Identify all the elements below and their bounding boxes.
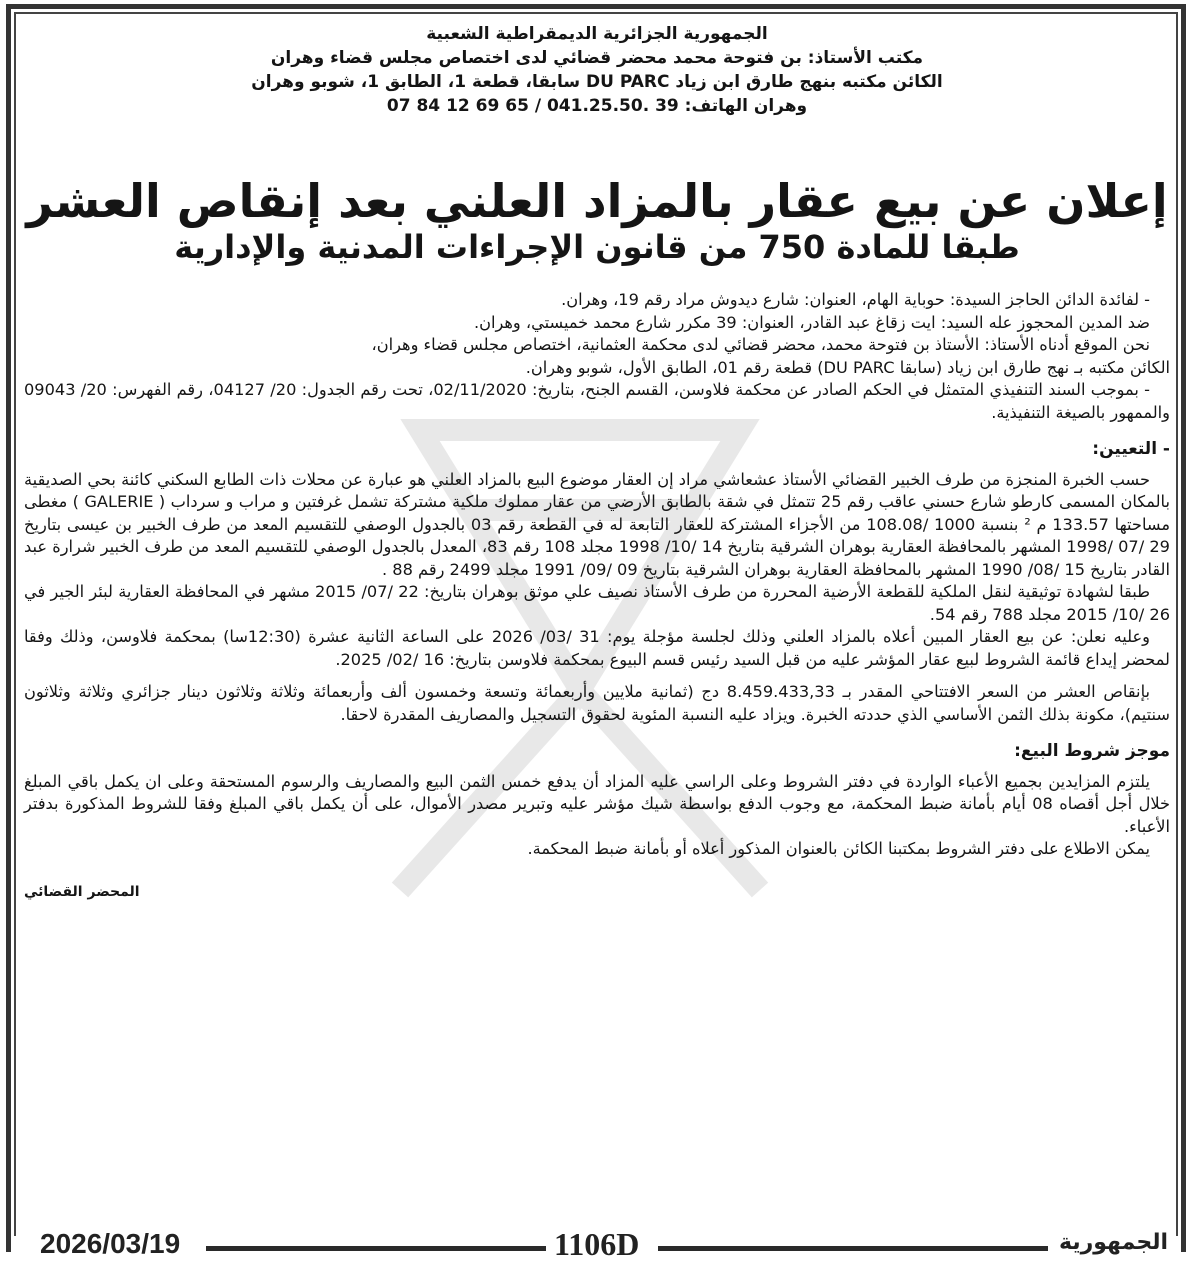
page-footer [6, 1226, 1186, 1266]
bailiff-line-1: نحن الموقع أدناه الأستاذ: الأستاذ بن فتوحة محمد، محضر قضائي لدى محكمة العثمانية، اختصاص مجلس قضاء وهران، [371, 335, 1150, 354]
bailiff-line-2: الكائن مكتبه بـ نهج طارق ابن زياد (سابقا DU PARC) قطعة رقم 01، الطابق الأول، شوبو وهران. [525, 357, 1170, 377]
ad-code: 1106D [554, 1226, 640, 1262]
signature: المحضر القضائي [24, 883, 140, 900]
creditor-line: - لفائدة الدائن الحاجز السيدة: حوباية الهام، العنوان: شارع ديدوش مراد رقم 19، وهران. [561, 290, 1150, 309]
republic-name: الجمهورية الجزائرية الديمقراطية الشعبية [426, 24, 768, 44]
office-header [24, 22, 1170, 118]
office-name: مكتب الأستاذ: بن فتوحة محمد محضر قضائي لدى اختصاص مجلس قضاء وهران [270, 48, 924, 68]
conditions-paragraph-2: يمكن الاطلاع على دفتر الشروط بمكتبنا الكائن بالعنوان المذكور أعلاه أو بأمانة ضبط المحكمة. [527, 839, 1150, 858]
publication-date: 2026/03/19 [40, 1228, 181, 1259]
title-main: إعلان عن بيع عقار بالمزاد العلني بعد إنقاص العشر [26, 174, 1168, 228]
notice-title [24, 173, 1170, 267]
office-address: الكائن مكتبه بنهج طارق ابن زياد DU PARC سابقا، قطعة 1، الطابق 1، شوبو وهران [251, 72, 943, 92]
writ-paragraph: - بموجب السند التنفيذي المتمثل في الحكم الصادر عن محكمة فلاوسن، القسم الجنح، بتاريخ: 02/11/2020، تحت رقم الجدول: 20/ 04127، رقم الفهرس: 20/ 09043 والممهور بالصيغة التنفيذية. [24, 380, 1170, 422]
footer-rule-right [658, 1246, 1048, 1251]
notice-body [24, 289, 1170, 903]
newspaper-logo: الجمهورية [1059, 1230, 1168, 1255]
designation-paragraph-3: وعليه نعلن: عن بيع العقار المبين أعلاه بالمزاد العلني وذلك لجلسة مؤجلة يوم: 31 /03/ 2026 على الساعة الثانية عشرة (12:30سا) بمحكمة فلاوسن، وذلك وفقا لمحضر إيداع قائمة الشروط لبيع عقار المؤشر عليه من قبل السيد رئيس قسم البيوع بمحكمة فلاوسن بتاريخ: 16 /02/ 2025. [24, 627, 1170, 669]
office-phone: وهران الهاتف: 39 .041.25.50 / 65 69 12 84 07 [386, 96, 808, 116]
title-sub: طبقا للمادة 750 من قانون الإجراءات المدنية والإدارية [174, 228, 1020, 266]
designation-heading: - التعيين: [1092, 439, 1170, 459]
designation-paragraph-2: طبقا لشهادة توثيقية لنقل الملكية للقطعة الأرضية المحررة من طرف الأستاذ نصيف علي موثق بوهران بتاريخ: 22 /07/ 2015 مشهر في المحافظة العقارية لبئر الجير في 26 /10/ 2015 مجلد 788 رقم 54. [24, 582, 1170, 624]
conditions-heading: موجز شروط البيع: [1014, 741, 1170, 761]
designation-paragraph-1: حسب الخبرة المنجزة من طرف الخبير القضائي الأستاذ عشعاشي مراد إن العقار موضوع البيع بالمزاد العلني هو عبارة عن محلات ذات الطابع السكني كائنة بحي الصديقية بالمكان المسمى كارطو شارع حسني عاقب رقم 25 تتمثل في شقة بالطابق الأرضي من عقار مملوك ملكية مشتركة تشمل غرفتين و مراب و سرداب ( GALERIE ) مغطى مساحتها 133.57 م ² بنسبة 1000 /108.08 من الأجزاء المشتركة للعقار التابعة له في القطعة رقم 03 بالجدول الوصفي للتقسيم المعد من طرف الخبير بن عيسى بتاريخ 29 /07 /1998 المشهر بالمحافظة العقارية بوهران الشرقية بتاريخ 14 /10/ 1998 مجلد 108 رقم 83، المعدل بالجدول الوصفي للتقسيم المعد من طرف الخبير شرارة عبد القادر بتاريخ 15 /08/ 1990 المشهر بالمحافظة العقارية بوهران الشرقية بتاريخ 09 /09/ 1991 مجلد 2499 رقم 88 . [24, 469, 1170, 579]
notice-content [24, 22, 1170, 903]
conditions-paragraph-1: يلتزم المزايدين بجميع الأعباء الواردة في دفتر الشروط وعلى الراسي عليه المزاد أن يدفع خمس الثمن البيع والمصاريف والرسوم المستحقة وعلى ان يكمل باقي المبلغ خلال أجل أقصاه 08 أيام بأمانة ضبط المحكمة، مع وجوب الدفع بواسطة شيك مؤشر عليه وتبرير مصدر الأموال، على أن يكمل باقي المبلغ وفقا للشروط المذكورة بدفتر الأعباء. [24, 771, 1170, 836]
footer-rule-left [206, 1246, 546, 1251]
designation-paragraph-4: بإنقاص العشر من السعر الافتتاحي المقدر بـ 8.459.433,33 دج (ثمانية ملايين وأربعمائة وتسعة وخمسون ألف وأربعمائة وثلاثة وثلاثون دينار جزائري وثلاثة وثلاثون سنتيم)، مكونة بذلك الثمن الأساسي الذي حددته الخبرة. ويزاد عليه النسبة المئوية لحقوق التسجيل والمصاريف المقدرة لاحقا. [24, 682, 1170, 724]
debtor-line: ضد المدين المحجوز عله السيد: ايت زقاغ عبد القادر، العنوان: 39 مكرر شارع محمد خميستي، وهران. [473, 312, 1150, 332]
